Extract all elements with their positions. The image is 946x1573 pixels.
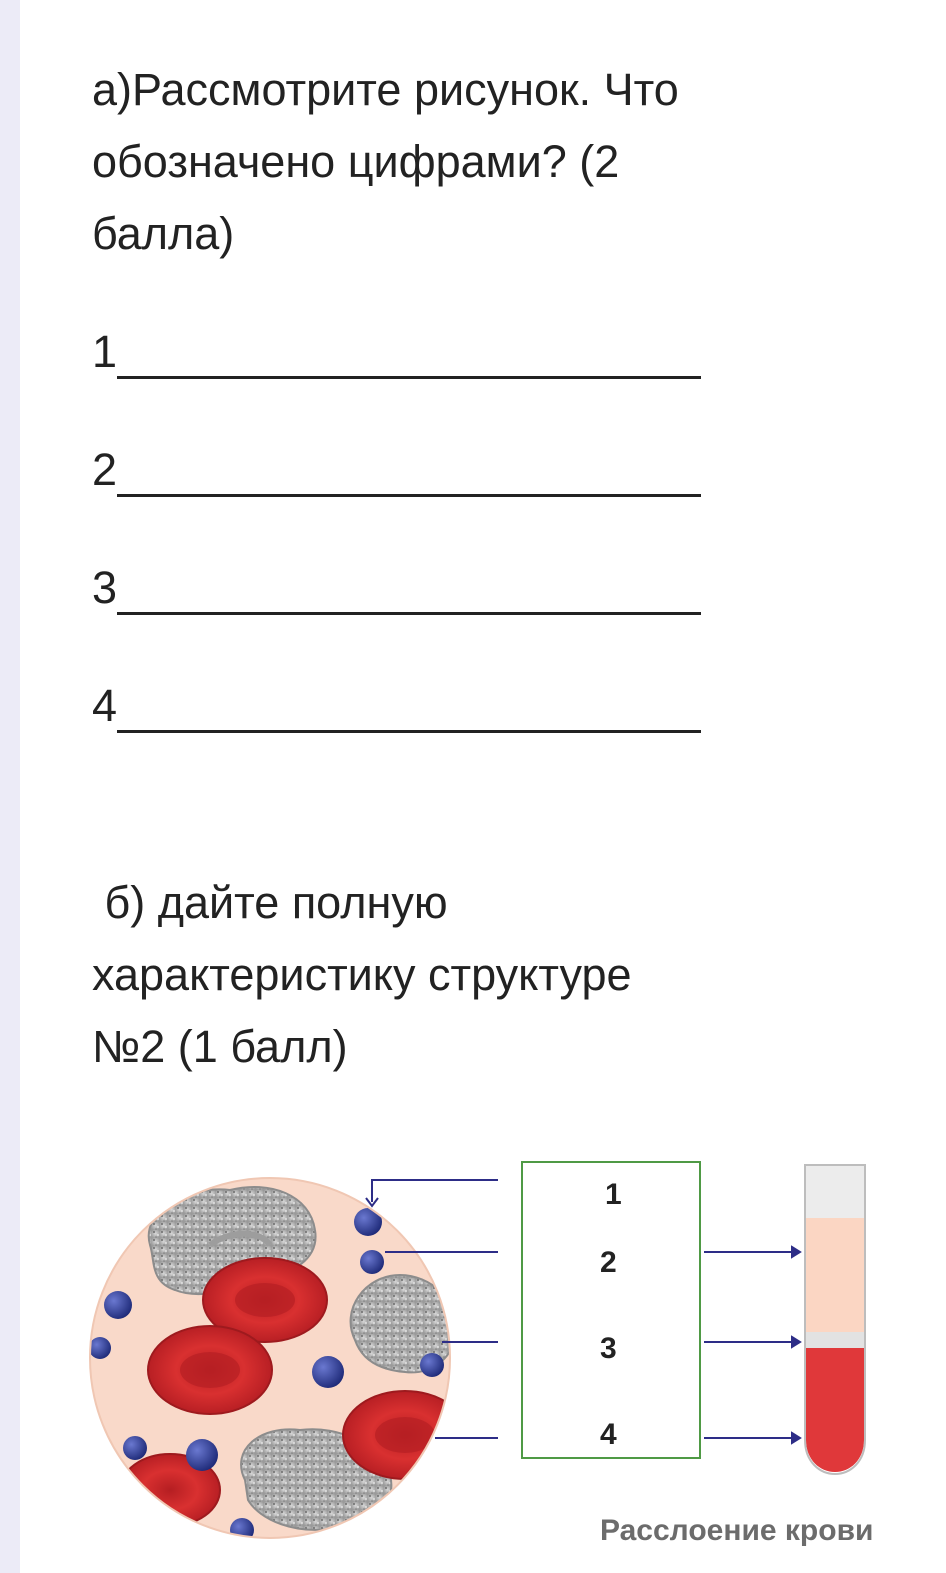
- question-a-line-2: обозначено цифрами? (2: [92, 136, 620, 187]
- label-4: 4: [600, 1418, 617, 1451]
- question-b-line-1: б) дайте полную: [92, 877, 448, 928]
- platelet: [123, 1436, 147, 1460]
- tube-top-layer: [806, 1166, 864, 1218]
- answer-number: 1: [92, 326, 118, 377]
- answer-blank-2[interactable]: [92, 440, 712, 500]
- platelet: [186, 1439, 218, 1471]
- erythrocyte-2: [148, 1326, 272, 1414]
- answer-underline: [117, 376, 701, 379]
- blood-layering-figure: [80, 1150, 910, 1560]
- answer-blank-3[interactable]: [92, 558, 712, 618]
- platelet: [312, 1356, 344, 1388]
- label-2: 2: [600, 1246, 617, 1279]
- left-margin-bar: [0, 0, 20, 1573]
- question-a-line-3: балла): [92, 208, 235, 259]
- label-1: 1: [605, 1178, 622, 1211]
- figure-caption: Расслоение крови: [600, 1514, 874, 1547]
- tube-arrows: [704, 1247, 800, 1443]
- answer-underline: [117, 494, 701, 497]
- question-a: [92, 54, 792, 270]
- platelet: [360, 1250, 384, 1274]
- platelet: [104, 1291, 132, 1319]
- platelet: [420, 1353, 444, 1377]
- label-3: 3: [600, 1332, 617, 1365]
- answer-number: 3: [92, 562, 118, 613]
- question-b-line-3: №2 (1 балл): [92, 1021, 348, 1072]
- tube-buffy-layer: [806, 1332, 864, 1348]
- test-tube: [805, 1165, 865, 1474]
- erythrocyte-3: [343, 1391, 467, 1479]
- question-b: [92, 867, 792, 1083]
- tube-erythrocyte-layer: [806, 1348, 864, 1472]
- answer-number: 2: [92, 444, 118, 495]
- answer-blank-4[interactable]: [92, 676, 712, 736]
- platelet: [354, 1208, 382, 1236]
- question-a-line-1: а)Рассмотрите рисунок. Что: [92, 64, 679, 115]
- platelet: [230, 1518, 254, 1542]
- answer-underline: [117, 612, 701, 615]
- tube-plasma-layer: [806, 1218, 864, 1332]
- answer-number: 4: [92, 680, 118, 731]
- platelet: [89, 1337, 111, 1359]
- question-b-line-2: характеристику структуре: [92, 949, 632, 1000]
- answer-blank-1[interactable]: [92, 322, 712, 382]
- answer-underline: [117, 730, 701, 733]
